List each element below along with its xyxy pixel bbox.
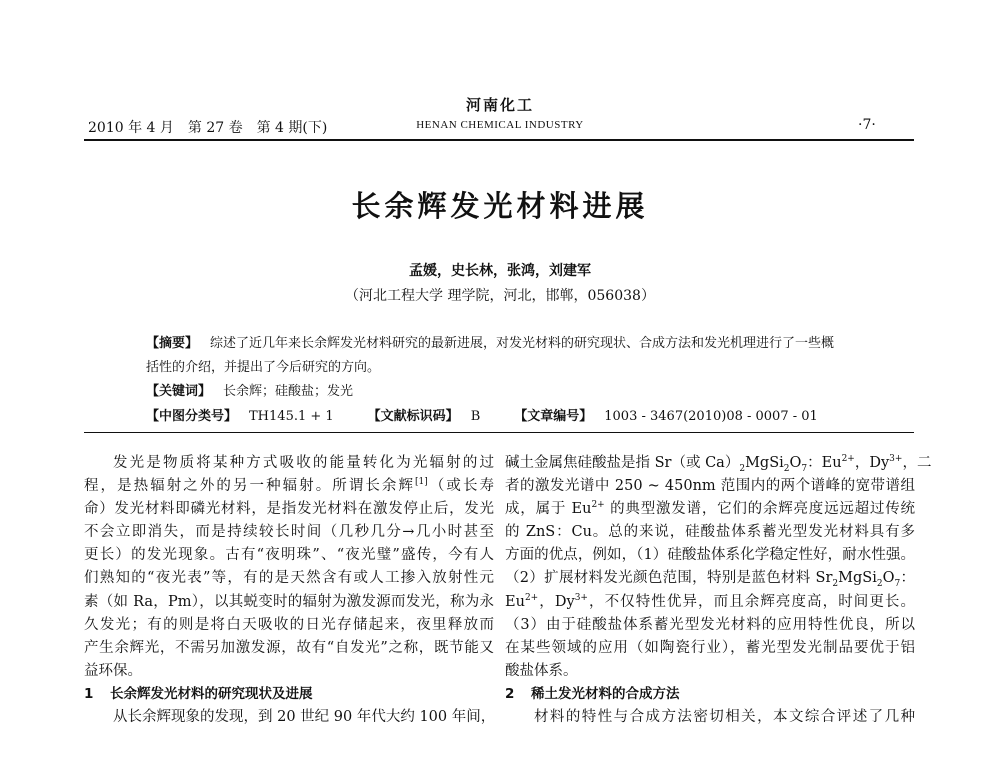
- paragraph-line: 素（如 Ra，Pm），以其蜕变时的辐射为激发源而发光，称为永: [84, 593, 494, 610]
- paragraph-line: 更长）的发光现象。古有“夜明珠”、“夜光璧”盛传，今有人: [84, 547, 494, 564]
- abstract-line-2: 括性的介绍，并提出了今后研究的方向。: [146, 360, 381, 375]
- text-run: O: [882, 570, 895, 587]
- section-heading-2: [505, 683, 915, 706]
- body-column-right: [505, 452, 932, 729]
- text-run: 成，属于 Eu: [505, 501, 592, 518]
- classification-line: [146, 405, 818, 424]
- text-run: ：Eu: [807, 455, 842, 471]
- paragraph-line: 们熟知的“夜光表”等，有的是天然含有或人工掺入放射性元: [84, 570, 494, 587]
- abstract-text-1: 综述了近几年来长余辉发光材料研究的最新进展，对发光材料的研究现状、合成方法和发光机理进行了一些概: [210, 336, 835, 351]
- section-number: 2: [505, 685, 515, 702]
- paragraph-line: 发光是物质将某种方式吸收的能量转化为光辐射的过: [113, 455, 494, 471]
- citation-ref: [1]: [415, 477, 428, 488]
- paragraph-line: [505, 498, 915, 521]
- header-rule: [84, 139, 914, 141]
- clc-label: 【中图分类号】: [146, 409, 238, 424]
- abstract-label: 【摘要】: [146, 336, 199, 351]
- text-run: ，Dy: [854, 455, 890, 471]
- subscript: 2: [783, 463, 790, 474]
- paragraph-line: [505, 452, 932, 475]
- paragraph-line: 益环保。: [84, 662, 142, 679]
- abstract-line-1: [146, 332, 834, 351]
- paragraph-line: （3）由于硅酸盐体系蓄光型发光材料的应用特性优良，所以: [505, 616, 915, 633]
- paragraph-line: 的 ZnS：Cu。总的来说，硅酸盐体系蓄光型发光材料具有多: [505, 524, 915, 541]
- paragraph-line: 者的激发光谱中 250 ~ 450nm 范围内的两个谱峰的宽带谱组: [505, 478, 915, 495]
- text-run: （2）扩展材料发光颜色范围，特别是蓝色材料 Sr: [505, 570, 833, 587]
- section-heading-1: [84, 683, 494, 706]
- subscript: 7: [894, 579, 901, 590]
- doc-code-value: B: [470, 409, 481, 424]
- text-run: Eu: [505, 593, 525, 610]
- text-run: O: [789, 455, 802, 471]
- article-number-value: 1003 - 3467(2010)08 - 0007 - 01: [604, 409, 818, 424]
- keywords-line: [146, 380, 353, 399]
- paragraph-line: 产生余辉光，不需另加激发源，故有“自发光”之称，既节能又: [84, 639, 494, 656]
- text-run: 的典型激发谱，它们的余辉亮度远远超过传统: [604, 501, 915, 518]
- paragraph-line: 材料的特性与合成方法密切相关，本文综合评述了几种: [534, 709, 915, 726]
- subscript: 7: [801, 463, 808, 474]
- text-run: ：: [900, 570, 916, 587]
- section-title: 长余辉发光材料的研究现状及进展: [110, 685, 313, 702]
- superscript: 2+: [841, 454, 855, 465]
- subscript: 2: [876, 579, 883, 590]
- subscript: 2: [832, 579, 839, 590]
- superscript: 3+: [889, 454, 903, 465]
- paragraph-line: 从长余辉现象的发现，到 20 世纪 90 年代大约 100 年间，: [113, 709, 496, 726]
- paragraph-line: 久发光；有的则是将白天吸收的日光存储起来，夜里释放而: [84, 616, 494, 633]
- paragraph-line: 方面的优点，例如，（1）硅酸盐体系化学稳定性好，耐水性强。: [505, 547, 915, 564]
- clc-value: TH145.1 + 1: [249, 409, 334, 424]
- section-title: 稀土发光材料的合成方法: [531, 685, 680, 702]
- text-run: MgSi: [745, 455, 784, 471]
- text-run: MgSi: [838, 570, 877, 587]
- superscript: 3+: [574, 592, 588, 603]
- authors: 孟媛，史长林，张鸿，刘建军: [409, 263, 591, 279]
- subscript: 2: [739, 463, 746, 474]
- affiliation: （河北工程大学 理学院，河北，邯郸，056038）: [345, 288, 655, 304]
- journal-name-english: HENAN CHEMICAL INDUSTRY: [416, 119, 584, 131]
- paragraph-line: [505, 567, 915, 590]
- keywords: 长余辉；硅酸盐；发光: [223, 384, 354, 399]
- text-run: （或长寿: [427, 478, 495, 495]
- text-run: ，Dy: [538, 593, 575, 610]
- paragraph-line: 命）发光材料即磷光材料，是指发光材料在激发停止后，发光: [84, 501, 494, 518]
- page-number: ·7·: [858, 117, 876, 133]
- text-run: 碱土金属焦硅酸盐是指 Sr（或 Ca）: [505, 455, 740, 471]
- paragraph-line: [505, 591, 915, 614]
- paragraph-line: [84, 475, 494, 498]
- journal-name: 河南化工: [465, 96, 534, 114]
- body-column-left: [84, 452, 494, 729]
- paragraph-line: 在某些领域的应用（如陶瓷行业），蓄光型发光制品要优于铝: [505, 639, 915, 656]
- issue-info: 2010 年 4 月 第 27 卷 第 4 期(下): [88, 120, 328, 136]
- superscript: 2+: [591, 500, 605, 511]
- superscript: 2+: [524, 592, 539, 603]
- text-run: ，不仅特性优异，而且余辉亮度高，时间更长。: [587, 593, 915, 610]
- abstract-rule: [84, 432, 914, 433]
- article-number-label: 【文章编号】: [514, 409, 593, 424]
- keywords-label: 【关键词】: [146, 384, 212, 399]
- text-run: 程，是热辐射之外的另一种辐射。所谓长余辉: [84, 478, 416, 495]
- paragraph-line: 酸盐体系。: [505, 662, 578, 679]
- paragraph-line: 不会立即消失，而是持续较长时间（几秒几分→几小时甚至: [84, 524, 494, 541]
- text-run: ，二: [902, 455, 932, 471]
- doc-code-label: 【文献标识码】: [367, 409, 459, 424]
- section-number: 1: [84, 685, 94, 702]
- article-title: 长余辉发光材料进展: [351, 189, 649, 223]
